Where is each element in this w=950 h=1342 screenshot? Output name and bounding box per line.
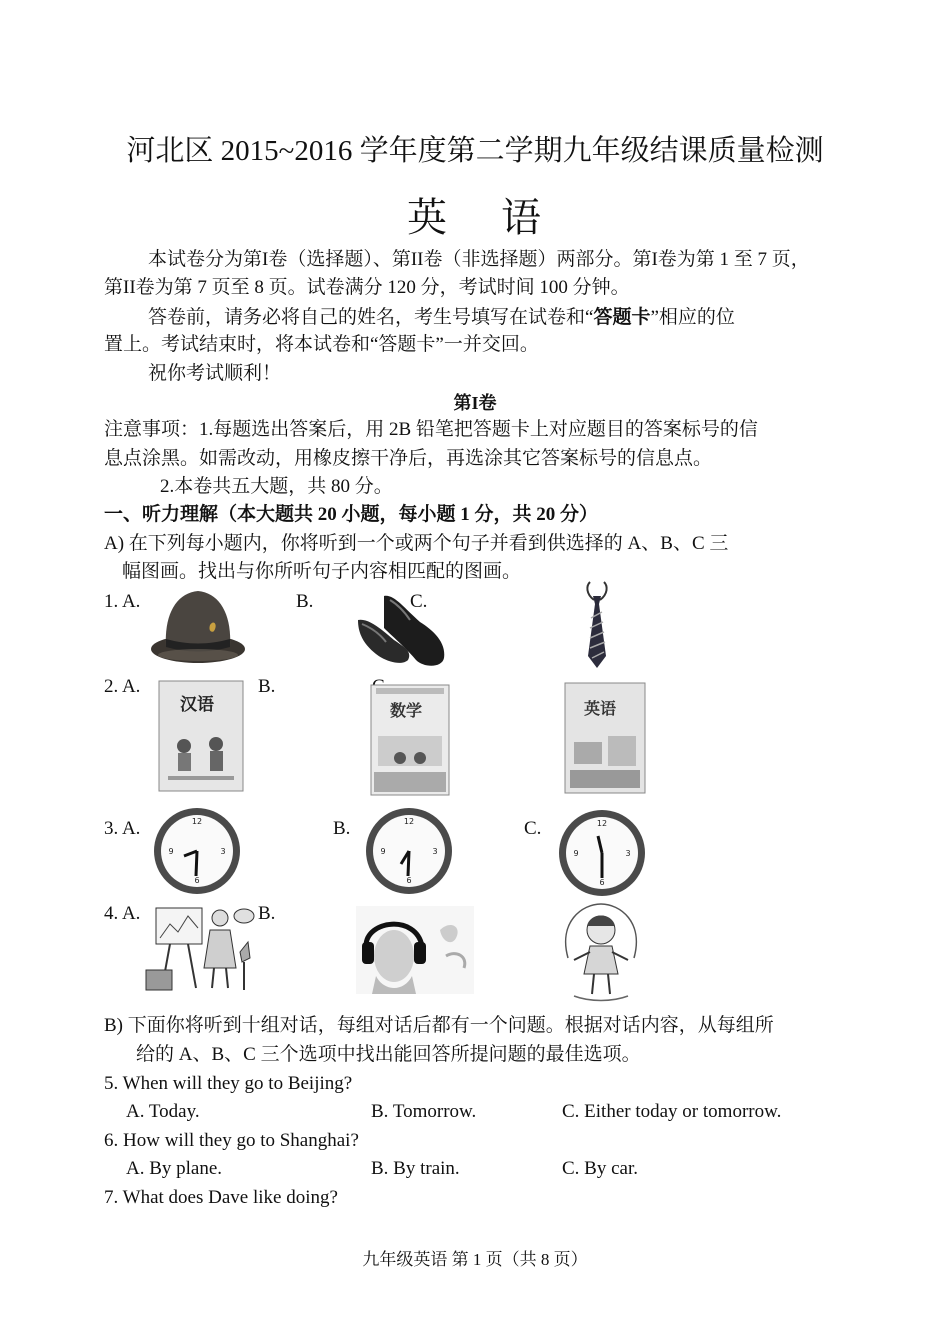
svg-text:6: 6 [406, 876, 412, 885]
intro-line-1: 本试卷分为第I卷（选择题）、第II卷（非选择题）两部分。第I卷为第 1 至 7 页， [148, 249, 810, 270]
q5-option-a: A. Today. [126, 1101, 200, 1122]
clock-a-image [150, 806, 244, 896]
hat-image [148, 585, 248, 667]
svg-text:9: 9 [380, 847, 386, 856]
q1-option-b: B. [296, 591, 314, 612]
jump-rope-image [560, 902, 642, 1002]
q4-option-b: B. [258, 903, 276, 924]
part-b-line-2: 给的 A、B、C 三个选项中找出能回答所提问题的最佳选项。 [136, 1044, 641, 1065]
q6-option-b: B. By train. [371, 1158, 460, 1179]
q5-question: 5. When will they go to Beijing? [104, 1073, 353, 1094]
math-book-image [370, 684, 450, 796]
q5-option-c: C. Either today or tomorrow. [562, 1101, 782, 1122]
q6-option-c: C. By car. [562, 1158, 638, 1179]
q6-option-a: A. By plane. [126, 1158, 223, 1179]
part-title: 一、听力理解（本大题共 20 小题，每小题 1 分，共 20 分） [104, 504, 599, 525]
svg-text:6: 6 [599, 878, 605, 887]
svg-text:英语: 英语 [584, 699, 617, 718]
svg-text:12: 12 [191, 817, 203, 826]
svg-text:3: 3 [625, 849, 631, 858]
svg-text:9: 9 [573, 849, 579, 858]
intro-line-4: 置上。考试结束时，将本试卷和“答题卡”一并交回。 [104, 334, 539, 355]
tie-image [582, 578, 612, 670]
q3-label: 3. A. [104, 818, 141, 839]
clock-b-image [362, 806, 456, 896]
svg-text:9: 9 [168, 847, 174, 856]
shoes-image [350, 588, 450, 670]
part-a-line-1: A) 在下列每小题内，你将听到一个或两个句子并看到供选择的 A、B、C 三 [104, 533, 729, 554]
svg-text:12: 12 [596, 819, 608, 828]
notice-line-2: 息点涂黑。如需改动，用橡皮擦干净后，再选涂其它答案标号的信息点。 [104, 448, 713, 469]
svg-text:3: 3 [220, 847, 226, 856]
intro-line-2: 第II卷为第 7 页至 8 页。试卷满分 120 分，考试时间 100 分钟。 [104, 277, 630, 298]
intro-line-3: 答卷前，请务必将自己的姓名，考生号填写在试卷和“答题卡”相应的位 [148, 306, 735, 328]
q3-option-b: B. [333, 818, 351, 839]
svg-text:数学: 数学 [390, 701, 423, 720]
chinese-book-image [158, 680, 244, 792]
q2-option-b: B. [258, 676, 276, 697]
q2-label: 2. A. [104, 676, 141, 697]
q4-label: 4. A. [104, 903, 141, 924]
svg-text:6: 6 [194, 876, 200, 885]
exam-title: 河北区 2015~2016 学年度第二学期九年级结课质量检测 [126, 135, 824, 167]
svg-text:12: 12 [403, 817, 415, 826]
intro-line-5: 祝你考试顺利！ [148, 363, 282, 384]
notice-line-3: 2.本卷共五大题，共 80 分。 [160, 476, 393, 497]
q3-option-c: C. [524, 818, 542, 839]
q6-question: 6. How will they go to Shanghai? [104, 1130, 359, 1151]
subject-title: 英 语 [407, 195, 543, 241]
clock-c-image [555, 808, 649, 898]
q1-label: 1. A. [104, 591, 141, 612]
part-b-line-1: B) 下面你将听到十组对话，每组对话后都有一个问题。根据对话内容，从每组所 [104, 1015, 774, 1036]
svg-text:3: 3 [432, 847, 438, 856]
q7-question: 7. What does Dave like doing? [104, 1187, 338, 1208]
svg-text:汉语: 汉语 [180, 695, 214, 715]
section-heading: 第I卷 [453, 393, 497, 413]
painter-image [140, 902, 256, 996]
q5-option-b: B. Tomorrow. [371, 1101, 477, 1122]
part-a-line-2: 幅图画。找出与你所听句子内容相匹配的图画。 [122, 561, 522, 582]
headphones-image [356, 906, 474, 994]
q1-option-c: C. [410, 591, 428, 612]
notice-line-1: 注意事项：1.每题选出答案后，用 2B 铅笔把答题卡上对应题目的答案标号的信 [104, 419, 758, 440]
english-book-image [564, 682, 646, 794]
page-footer: 九年级英语 第 1 页（共 8 页） [362, 1250, 588, 1269]
